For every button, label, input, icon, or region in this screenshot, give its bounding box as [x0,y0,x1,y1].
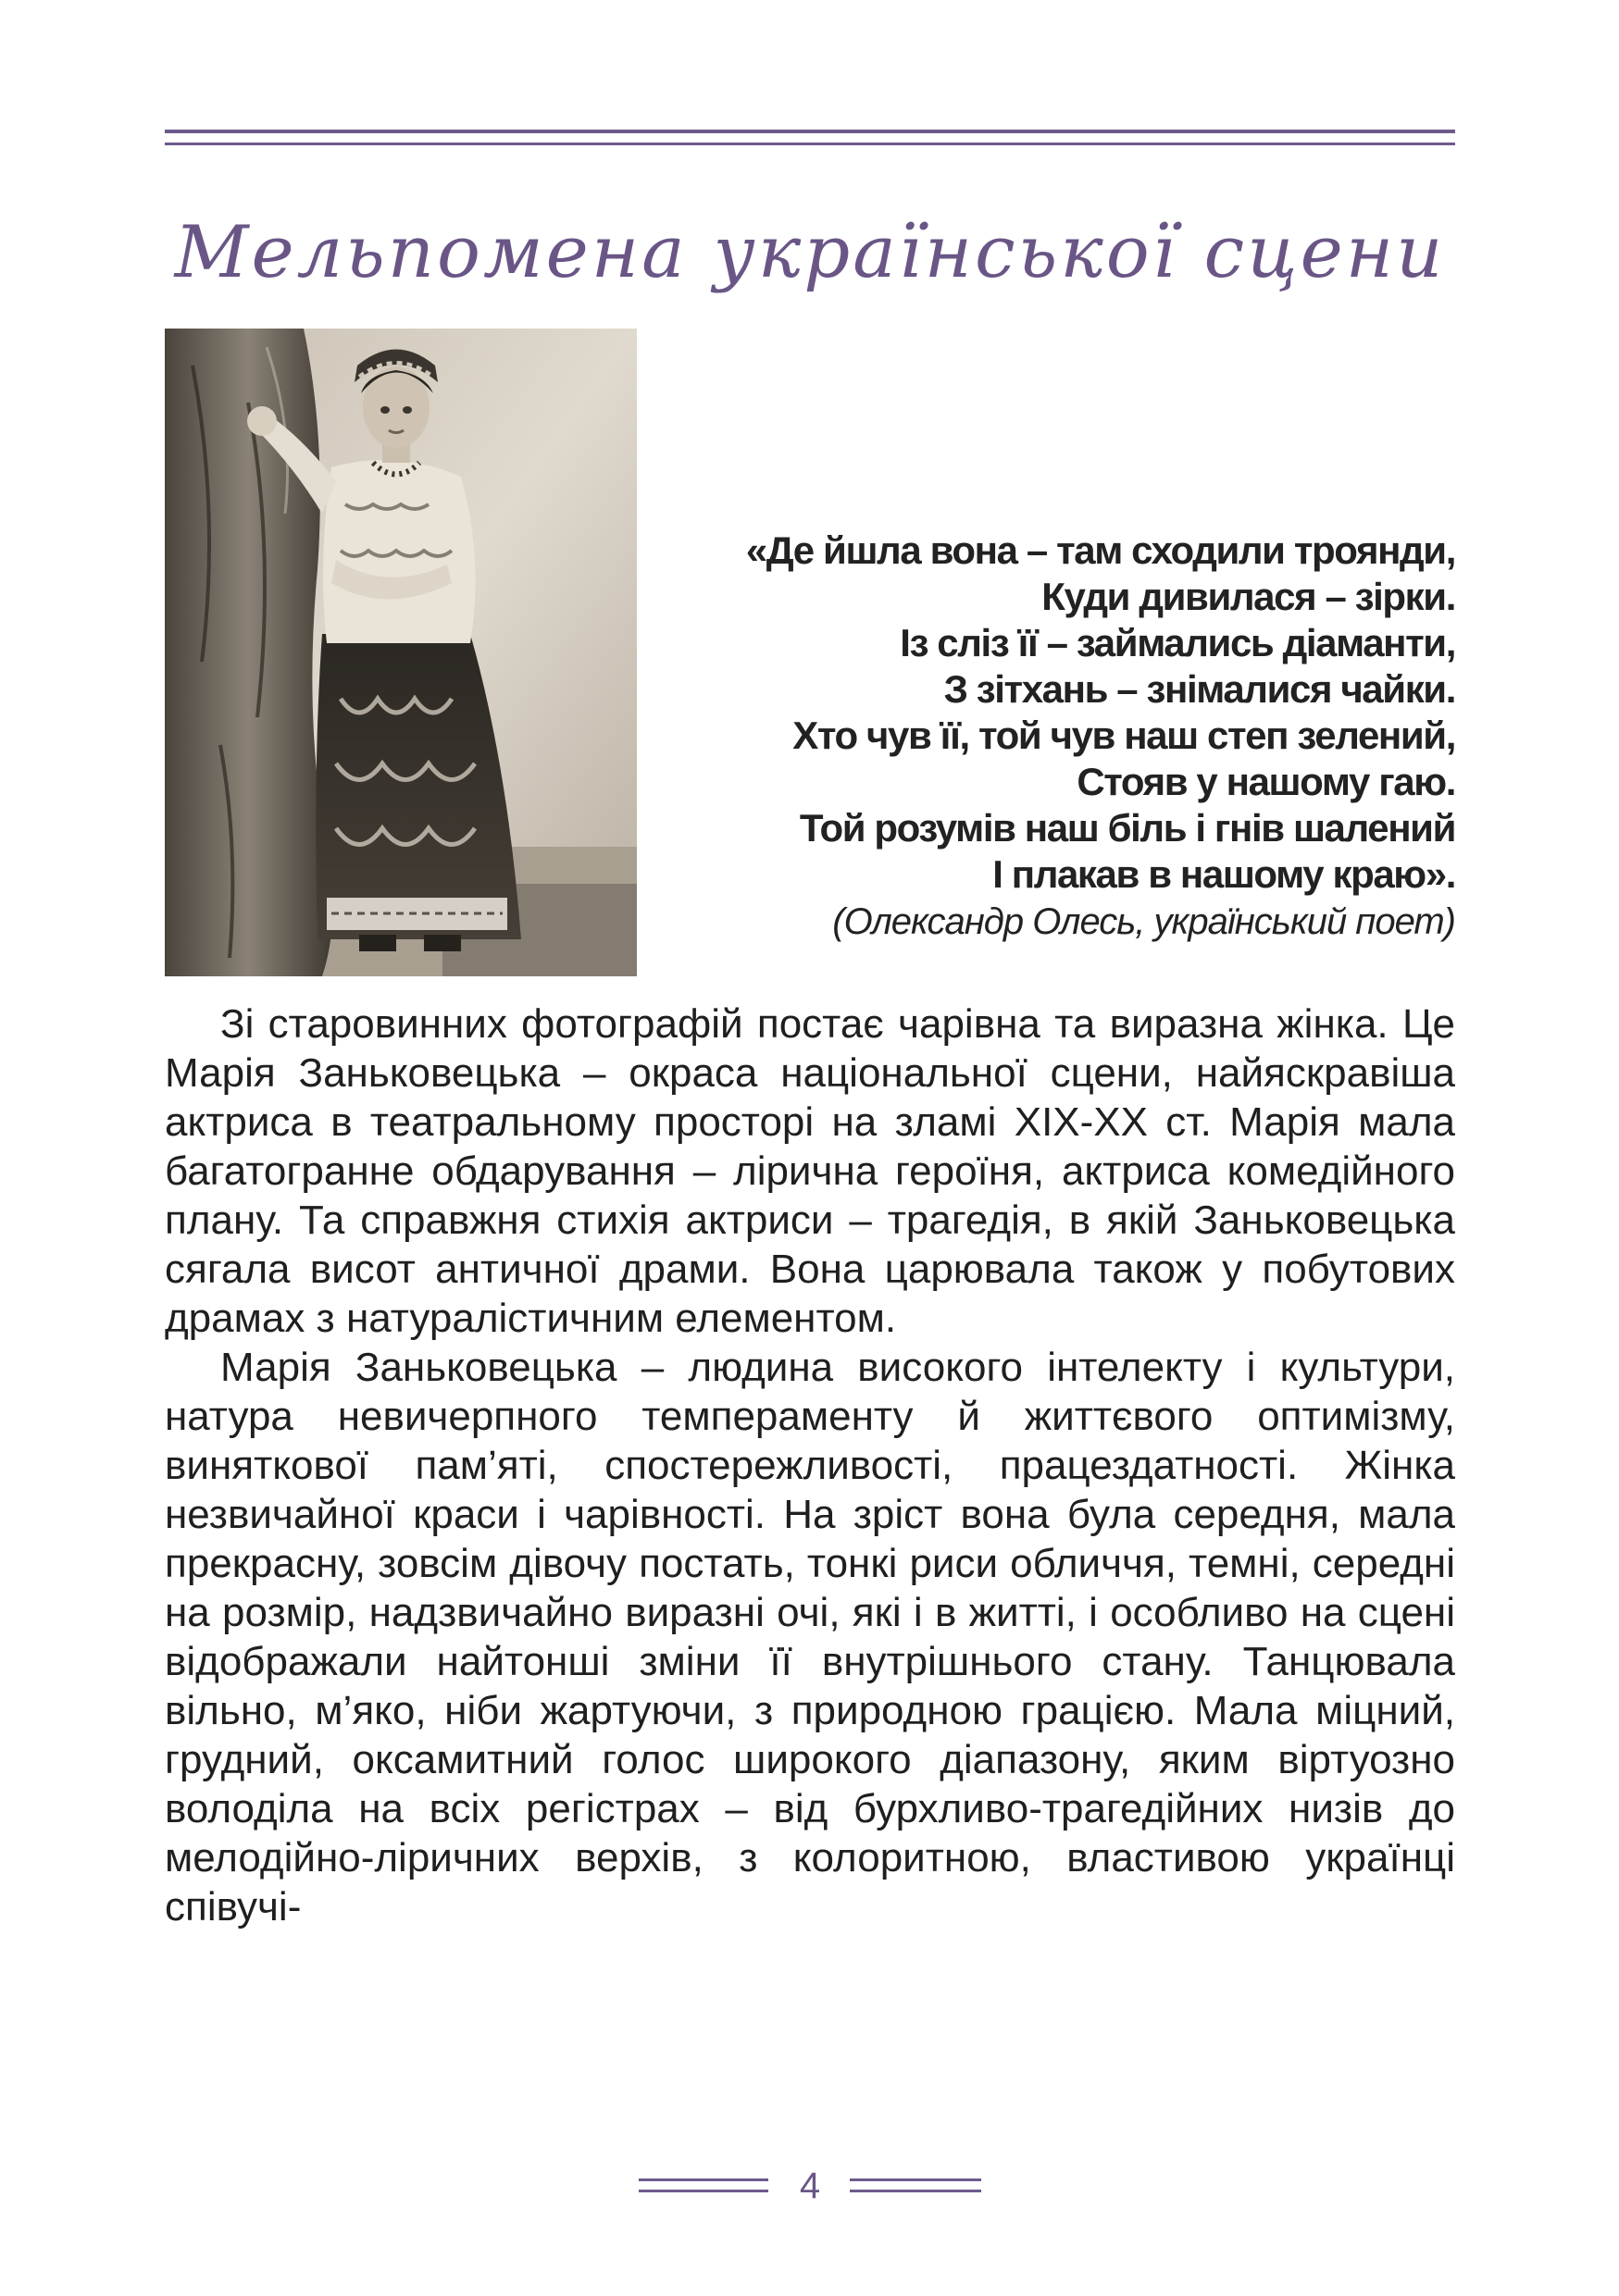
body-paragraph: Марія Заньковецька – людина високого інтелекту і культури, натура невичерпного темпераменту й життєвого оптимізму, виняткової пам’яті, спостережливості, працездатності. Жінка незвичайної краси і чарівності. На зріст вона була середня, мала прекрасну, зовсім дівочу постать, тонкі риси обличчя, темні, середні на розмір, надзвичайно виразні очі, які і в житті, і особливо на сцені відображали найтонші зміни її внутрішнього стану. Танцювала вільно, м’яко, ніби жартуючи, з природною грацією. Мала міцний, грудний, оксамитний голос широкого діапазону, яким віртуозно володіла на всіх регістрах – від бурхливо-трагедійних низів до мелодійно-ліричних верхів, з колоритною, властивою українці співучі- [165,1345,1455,1930]
poem-line: Із сліз її – займались діаманти, [900,621,1455,664]
poem-line: «Де йшла вона – там сходили троянди, [745,528,1455,572]
epigraph-poem [659,527,1455,946]
header-rule-bottom [165,143,1455,145]
poem-line: Той розумів наш біль і гнів шалений [799,806,1455,850]
poem-line: І плакав в нашому краю». [992,852,1455,896]
footer-rule-left-top [639,2178,768,2181]
poem-line: З зітхань – знімалися чайки. [943,667,1455,711]
article-body [165,999,1455,1931]
page-number: 4 [799,2166,821,2206]
header-rule-top [165,130,1455,133]
poem-line: Стояв у нашому гаю. [1077,760,1455,803]
poem-line: Куди дивилася – зірки. [1041,575,1455,618]
poem-line: Хто чув її, той чув наш степ зелений, [792,714,1455,757]
footer-rule-right-bottom [850,2190,981,2192]
page-title: Мельпомена української сцени [174,211,1446,294]
portrait-photo [165,329,637,976]
poem-attribution: (Олександр Олесь, український поет) [832,901,1455,942]
page-footer [0,2166,1619,2212]
body-paragraph: Зі старовинних фотографій постає чарівна та виразна жінка. Це Марія Заньковецька – окраса національної сцени, найяскравіша актриса в театральному просторі на зламі XIX-XX ст. Марія мала багатогранне обдарування – лірична героїня, актриса комедійного плану. Та справжня стихія актриси – трагедія, в якій Заньковецька сягала висот античної драми. Вона царювала також у побутових драмах з натуралістичним елементом. [165,1001,1455,1341]
footer-rule-left-bottom [639,2190,768,2192]
footer-rule-right-top [850,2178,981,2181]
